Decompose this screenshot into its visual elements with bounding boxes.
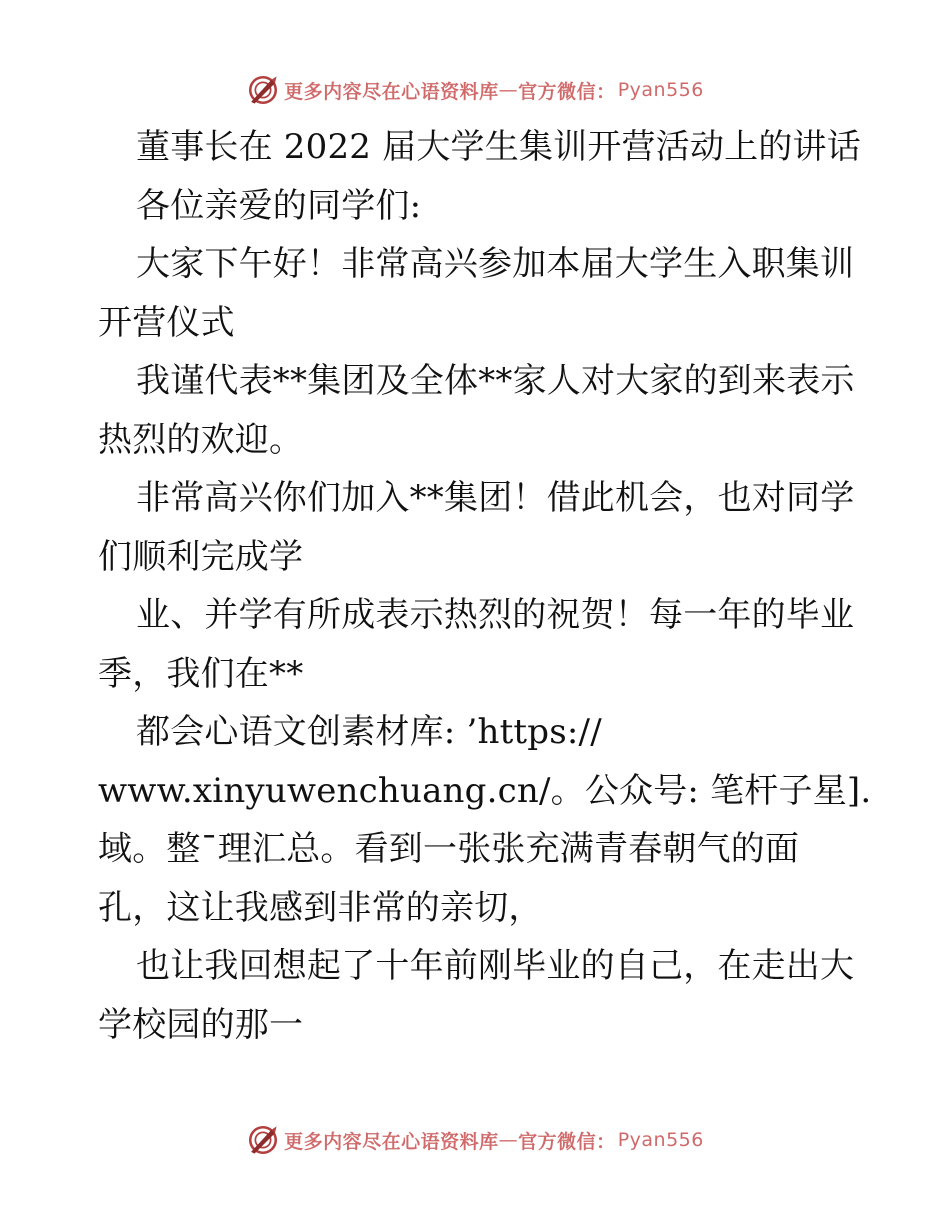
banner-separator: —: [498, 1129, 519, 1151]
text-line: 域。整¯理汇总。看到一张张充满青春朝气的面: [98, 829, 800, 869]
text-line: 孔，这让我感到非常的亲切，: [98, 887, 543, 928]
banner-site-text: 更多内容尽在心语资料库: [284, 1130, 499, 1153]
text-line: www.xinyuwenchuang.cn/。公众号: 笔杆子星].: [98, 770, 872, 811]
footer-banner: [0, 1120, 950, 1160]
text-line: 季，我们在**: [98, 653, 304, 694]
pen-logo-icon: [246, 1123, 280, 1157]
pen-logo-icon: [246, 73, 280, 107]
text-line: 大家下午好！非常高兴参加本届大学生入职集训: [136, 244, 855, 284]
banner-site-text: 更多内容尽在心语资料库: [284, 80, 499, 103]
text-line: 开营仪式: [98, 302, 235, 343]
text-line: 各位亲爱的同学们:: [136, 185, 422, 226]
banner-wechat-id: Pyan556: [617, 79, 704, 101]
text-line: 学校园的那一: [98, 1004, 304, 1045]
text-line: 热烈的欢迎。: [98, 419, 304, 460]
text-line: 们顺利完成学: [98, 536, 304, 577]
banner-wechat-id: Pyan556: [617, 1129, 704, 1151]
text-line: 非常高兴你们加入**集团！借此机会，也对同学: [136, 478, 855, 518]
text-line: 也让我回想起了十年前刚毕业的自己，在走出大: [136, 946, 855, 986]
document-body: [98, 118, 872, 1054]
banner-wechat-label: 官方微信：: [518, 1130, 616, 1153]
banner-separator: —: [498, 79, 519, 101]
document-title: 董事长在 2022 届大学生集训开营活动上的讲话: [136, 127, 861, 167]
text-line: 都会心语文创素材库: ’https://: [136, 712, 602, 752]
banner-wechat-label: 官方微信：: [518, 80, 616, 103]
header-banner: [0, 70, 950, 110]
text-line: 我谨代表**集团及全体**家人对大家的到来表示: [136, 361, 855, 401]
text-line: 业、并学有所成表示热烈的祝贺！每一年的毕业: [136, 595, 855, 635]
